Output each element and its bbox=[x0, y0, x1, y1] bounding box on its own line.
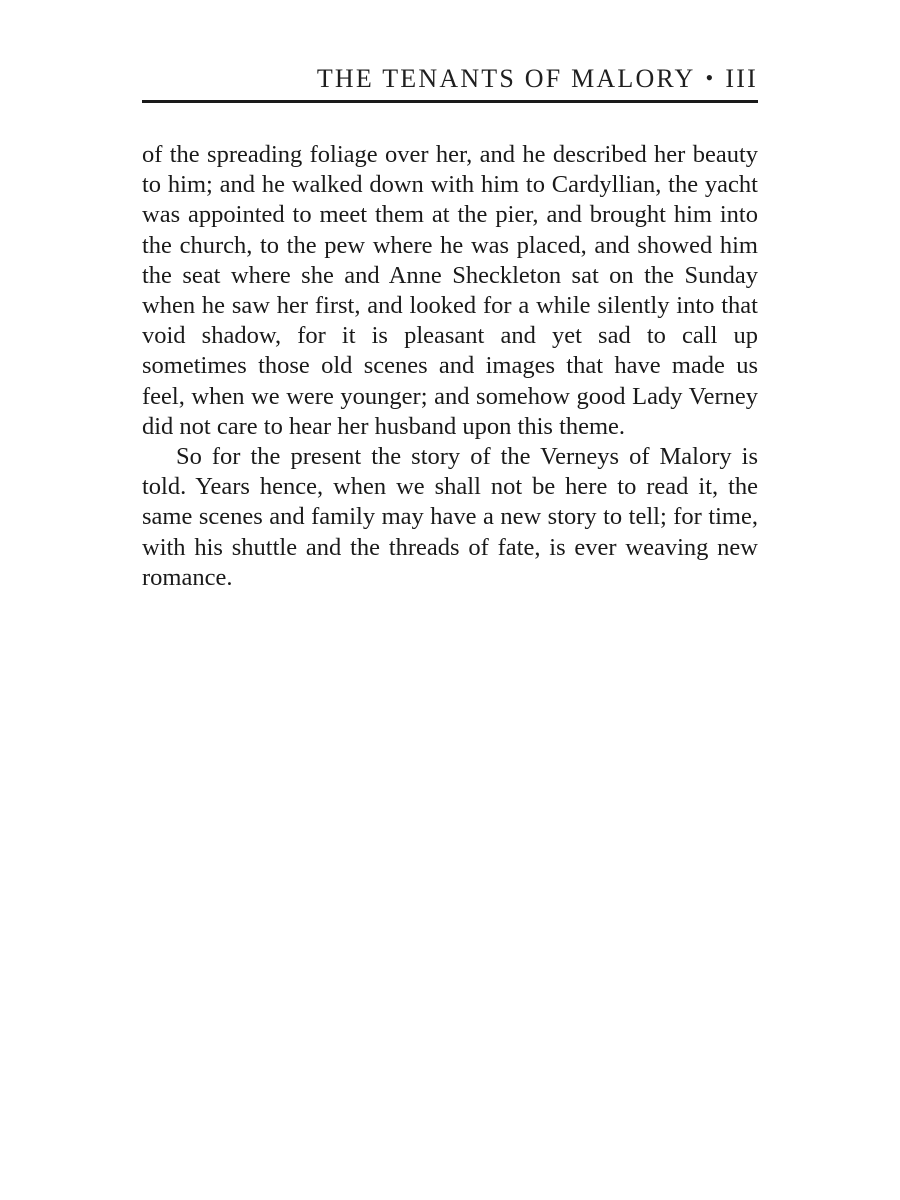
body-text bbox=[142, 140, 758, 593]
paragraph-continuation: of the spreading foliage over her, and he described her beauty to him; and he walked down with him to Cardyllian, the yacht was appointed to meet them at the pier, and brought him into the church, to the pew where he was placed, and showed him the seat where she and Anne Sheckleton sat on the Sunday when he saw her first, and looked for a while silently into that void shadow, for it is pleasant and yet sad to call up sometimes those old scenes and images that have made us feel, when we were younger; and somehow good Lady Verney did not care to hear her husband upon this theme. bbox=[142, 141, 758, 440]
running-head-separator: • bbox=[705, 65, 716, 90]
header-rule bbox=[142, 100, 758, 103]
running-head-title: THE TENANTS OF MALORY bbox=[316, 64, 696, 93]
page-number: III bbox=[725, 64, 758, 93]
paragraph-closing: So for the present the story of the Verneys of Malory is told. Years hence, when we shall not be here to read it, the same scenes and family may have a new story to tell; for time, with his shuttle and the threads of fate, is ever weaving new romance. bbox=[142, 443, 758, 591]
running-head bbox=[142, 64, 758, 100]
